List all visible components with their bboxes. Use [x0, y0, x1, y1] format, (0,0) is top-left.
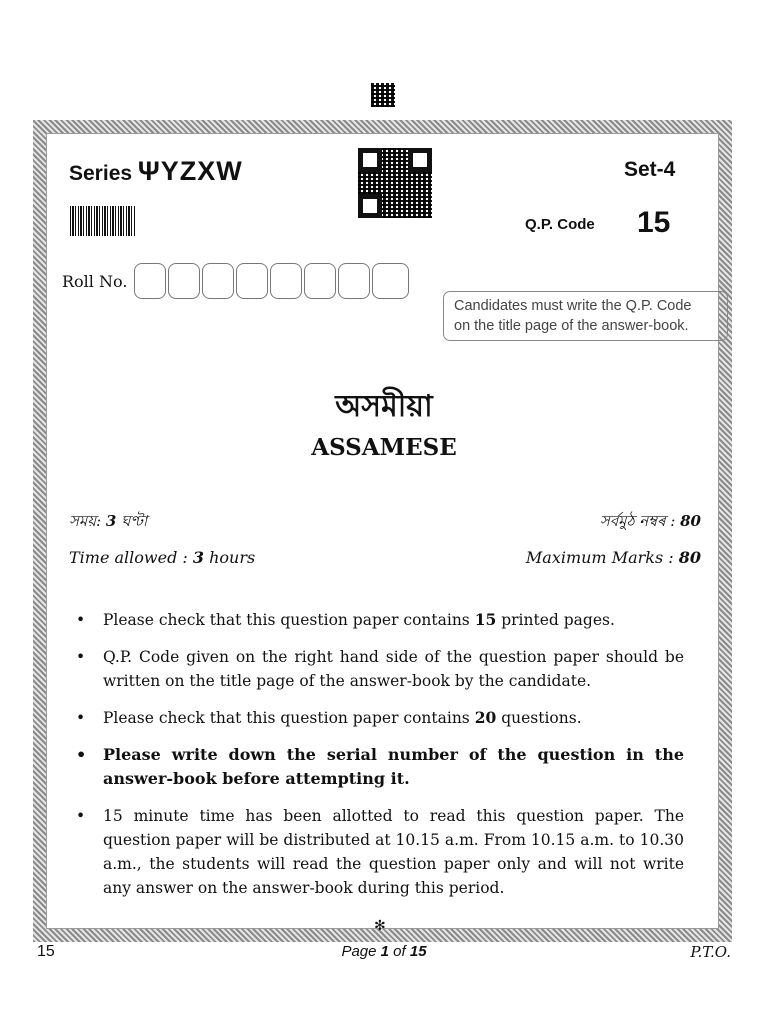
roll-digit-box[interactable]: [338, 263, 370, 299]
series-label: Series: [69, 162, 133, 185]
marks-assamese: সৰ্বমুঠ নম্বৰ : 80: [599, 512, 701, 530]
instructions-list: [76, 608, 684, 913]
footer-code: 15: [37, 943, 55, 960]
instruction-item: • Please check that this question paper contains 20 questions.: [76, 706, 684, 730]
title-english: ASSAMESE: [311, 434, 457, 461]
time-assamese: সময়: 3 ঘণ্টা: [69, 512, 148, 530]
qp-code-value: 15: [637, 206, 671, 239]
roll-digit-box[interactable]: [270, 263, 302, 299]
set-label: Set-4: [624, 158, 676, 181]
roll-digit-box[interactable]: [236, 263, 268, 299]
page-number: Page 1 of 15: [341, 943, 427, 960]
series-code: ΨYZXW: [137, 156, 243, 186]
time-allowed: Time allowed : 3 hours: [69, 548, 256, 567]
roll-digit-box[interactable]: [134, 263, 166, 299]
top-qr-code: [371, 83, 395, 107]
pto: P.T.O.: [690, 943, 731, 961]
roll-digit-box[interactable]: [202, 263, 234, 299]
series: [69, 156, 243, 187]
instruction-item: • Please write down the serial number of the question in the answer-book before attempting it.: [76, 743, 684, 791]
instruction-item: • 15 minute time has been allotted to read this question paper. The question paper will be distributed at 10.15 a.m. From 10.15 a.m. to 10.30 a.m., the students will read the question paper only and will not write any answer on the answer-book during this period.: [76, 804, 684, 900]
footer-star-icon: ✻: [374, 918, 386, 934]
roll-digit-box[interactable]: [372, 263, 409, 299]
qp-code-label: Q.P. Code: [525, 216, 595, 233]
instruction-item: • Please check that this question paper contains 15 printed pages.: [76, 608, 684, 632]
maximum-marks: Maximum Marks : 80: [525, 548, 701, 567]
notice-line-2: on the title page of the answer-book.: [454, 318, 689, 334]
title-assamese: অসমীয়া: [335, 389, 433, 424]
barcode: [70, 206, 136, 236]
roll-digit-box[interactable]: [304, 263, 336, 299]
qr-code: [358, 148, 432, 218]
roll-digit-box[interactable]: [168, 263, 200, 299]
roll-label: Roll No.: [62, 272, 128, 291]
notice-line-1: Candidates must write the Q.P. Code: [454, 298, 692, 314]
instruction-item: • Q.P. Code given on the right hand side of the question paper should be written on the title page of the answer-book by the candidate.: [76, 645, 684, 693]
qp-code-notice: [443, 291, 728, 341]
